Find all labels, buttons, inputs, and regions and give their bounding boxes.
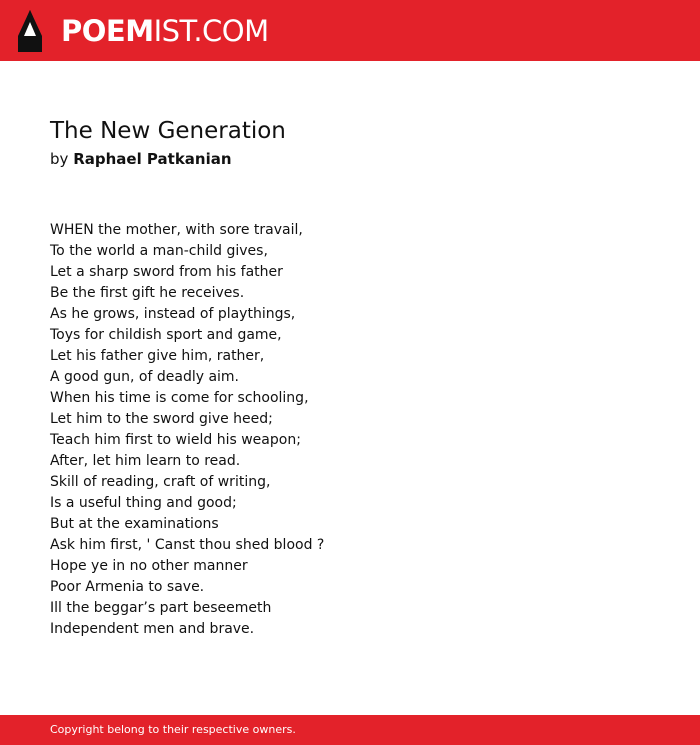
- by-label: by: [50, 150, 69, 168]
- poem-line: Be the first gift he receives.: [50, 285, 245, 301]
- poem-line: Toys for childish sport and game,: [50, 327, 282, 343]
- poem-body: [50, 220, 650, 640]
- poem-line: Independent men and brave.: [50, 621, 255, 637]
- poem-author: Raphael Patkanian: [73, 150, 232, 168]
- poem-line: Teach him first to wield his weapon;: [50, 432, 301, 448]
- poem-line: Ask him first, ' Canst thou shed blood ?: [50, 537, 325, 553]
- poem-line: Skill of reading, craft of writing,: [50, 474, 271, 490]
- poem-line: Let a sharp sword from his father: [50, 264, 283, 280]
- pencil-logo-icon: [16, 9, 44, 53]
- poem-line: A good gun, of deadly aim.: [50, 369, 240, 385]
- logo-light-text: IST.COM: [153, 13, 269, 48]
- site-footer: [0, 715, 700, 745]
- copyright-text: Copyright belong to their respective owners.: [50, 723, 296, 736]
- site-logo-text: [61, 13, 269, 48]
- poem-byline: [50, 148, 650, 170]
- site-header: [0, 0, 700, 61]
- poem-line: Let him to the sword give heed;: [50, 411, 273, 427]
- poem-line: Is a useful thing and good;: [50, 495, 237, 511]
- poem-line: Poor Armenia to save.: [50, 579, 205, 595]
- poem-line: After, let him learn to read.: [50, 453, 241, 469]
- poem-line: When his time is come for schooling,: [50, 390, 309, 406]
- poem-line: Hope ye in no other manner: [50, 558, 248, 574]
- poem-title: The New Generation: [50, 118, 286, 144]
- poem-line: Ill the beggar’s part beseemeth: [50, 600, 272, 616]
- poem-line: Let his father give him, rather,: [50, 348, 265, 364]
- poem-line: As he grows, instead of playthings,: [50, 306, 296, 322]
- site-logo-link[interactable]: [16, 8, 269, 54]
- poem-line: WHEN the mother, with sore travail,: [50, 222, 303, 238]
- logo-bold-text: POEM: [61, 13, 154, 48]
- poem-line: But at the examinations: [50, 516, 219, 532]
- poem-content: [50, 114, 650, 640]
- poem-line: To the world a man-child gives,: [50, 243, 268, 259]
